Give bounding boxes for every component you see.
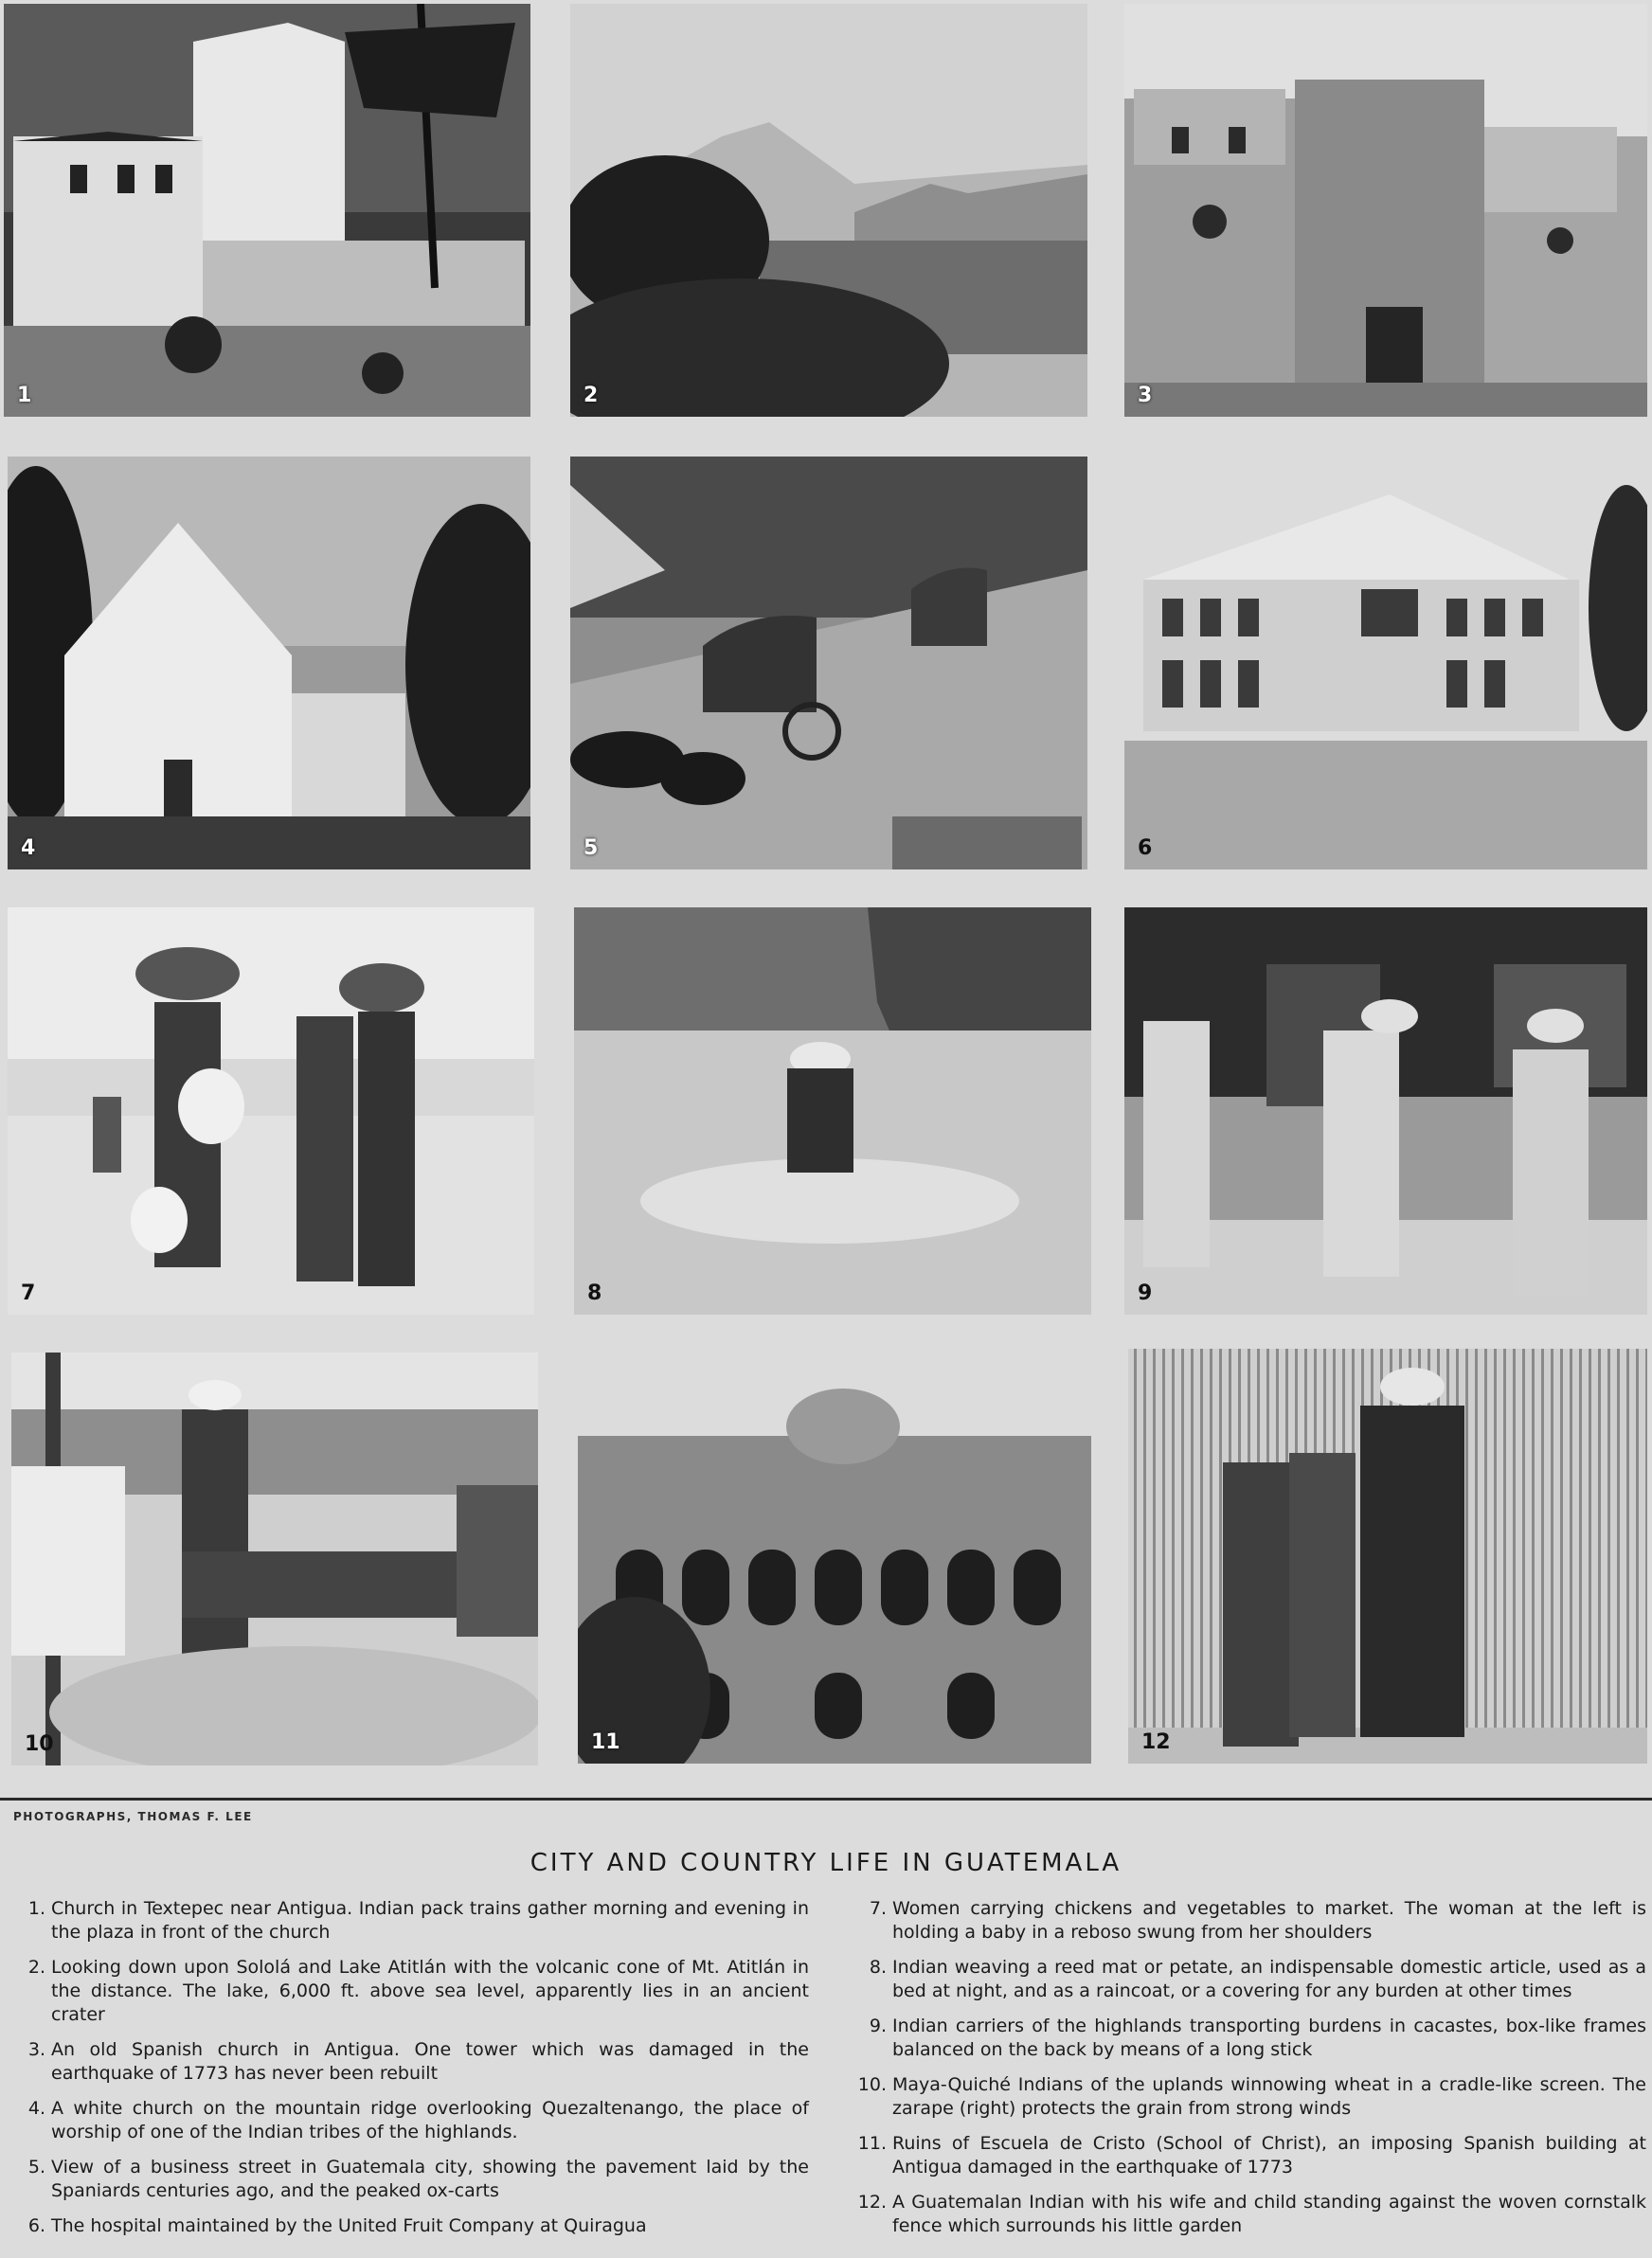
photo-number: 9	[1138, 1281, 1153, 1305]
divider-rule	[0, 1798, 1652, 1801]
photo-number: 4	[21, 836, 36, 860]
photo-3-spanish-church-antigua	[1124, 4, 1647, 417]
photo-10-winnowing-wheat	[11, 1353, 538, 1765]
photo-6-hospital-quiragua	[1124, 457, 1647, 869]
caption-1: 1. Church in Textepec near Antigua. Indian pack trains gather morning and evening in the plaza in front of the church	[27, 1898, 809, 1943]
photo-number: 11	[591, 1730, 620, 1754]
caption-10: 10. Maya-Quiché Indians of the uplands winnowing wheat in a cradle-like screen. The zarape (right) protects the grain from strong winds	[857, 2074, 1646, 2119]
photo-number: 6	[1138, 836, 1153, 860]
captions-right-column	[854, 1897, 1646, 2249]
photo-number: 1	[17, 384, 32, 407]
photo-11-escuela-de-cristo-ruins	[578, 1351, 1091, 1764]
photo-8-weaving-petate	[574, 907, 1091, 1315]
photo-7-women-carrying-to-market	[8, 907, 534, 1315]
photo-2-solola-lake-atitlan	[570, 4, 1087, 417]
photo-number: 8	[587, 1281, 602, 1305]
caption-3: 3. An old Spanish church in Antigua. One tower which was damaged in the earthquake of 1773 has never been rebuilt	[27, 2039, 809, 2084]
photo-number: 12	[1141, 1730, 1171, 1754]
caption-9: 9. Indian carriers of the highlands transporting burdens in cacastes, box-like frames balanced on the back by means of a long stick	[869, 2016, 1646, 2060]
captions-left-column	[13, 1897, 809, 2249]
caption-11: 11. Ruins of Escuela de Cristo (School of Christ), an imposing Spanish building at Antigua damaged in the earthquake of 1773	[857, 2133, 1646, 2177]
photo-9-indian-carriers	[1124, 907, 1647, 1315]
photo-12-family-cornstalk-fence	[1128, 1349, 1647, 1764]
caption-5: 5. View of a business street in Guatemala city, showing the pavement laid by the Spaniards centuries ago, and the peaked ox-carts	[27, 2157, 809, 2201]
caption-4: 4. A white church on the mountain ridge overlooking Quezaltenango, the place of worship of one of the Indian tribes of the highlands.	[27, 2098, 809, 2142]
caption-6: 6. The hospital maintained by the United Fruit Company at Quiragua	[27, 2215, 647, 2236]
page-title: CITY AND COUNTRY LIFE IN GUATEMALA	[530, 1849, 1122, 1877]
caption-7: 7. Women carrying chickens and vegetables to market. The woman at the left is holding a baby in a reboso swung from her shoulders	[869, 1898, 1646, 1943]
photo-5-business-street-guatemala-city	[570, 457, 1087, 869]
photo-credit: PHOTOGRAPHS, THOMAS F. LEE	[13, 1810, 253, 1823]
photo-number: 5	[584, 836, 599, 860]
photo-1-church-textepec	[4, 4, 530, 417]
photo-number: 7	[21, 1281, 36, 1305]
photo-number: 10	[25, 1732, 54, 1756]
caption-2: 2. Looking down upon Sololá and Lake Atitlán with the volcanic cone of Mt. Atitlán in the distance. The lake, 6,000 ft. above sea level, apparently lies in an ancient crater	[27, 1957, 809, 2025]
caption-12: 12. A Guatemalan Indian with his wife and child standing against the woven cornstalk fence which surrounds his little garden	[857, 2192, 1646, 2236]
photo-4-white-church-quezaltenango	[8, 457, 530, 869]
photo-number: 3	[1138, 384, 1153, 407]
photo-number: 2	[584, 384, 599, 407]
caption-8: 8. Indian weaving a reed mat or petate, an indispensable domestic article, used as a bed at night, and as a raincoat, or a covering for any burden at other times	[869, 1957, 1646, 2001]
